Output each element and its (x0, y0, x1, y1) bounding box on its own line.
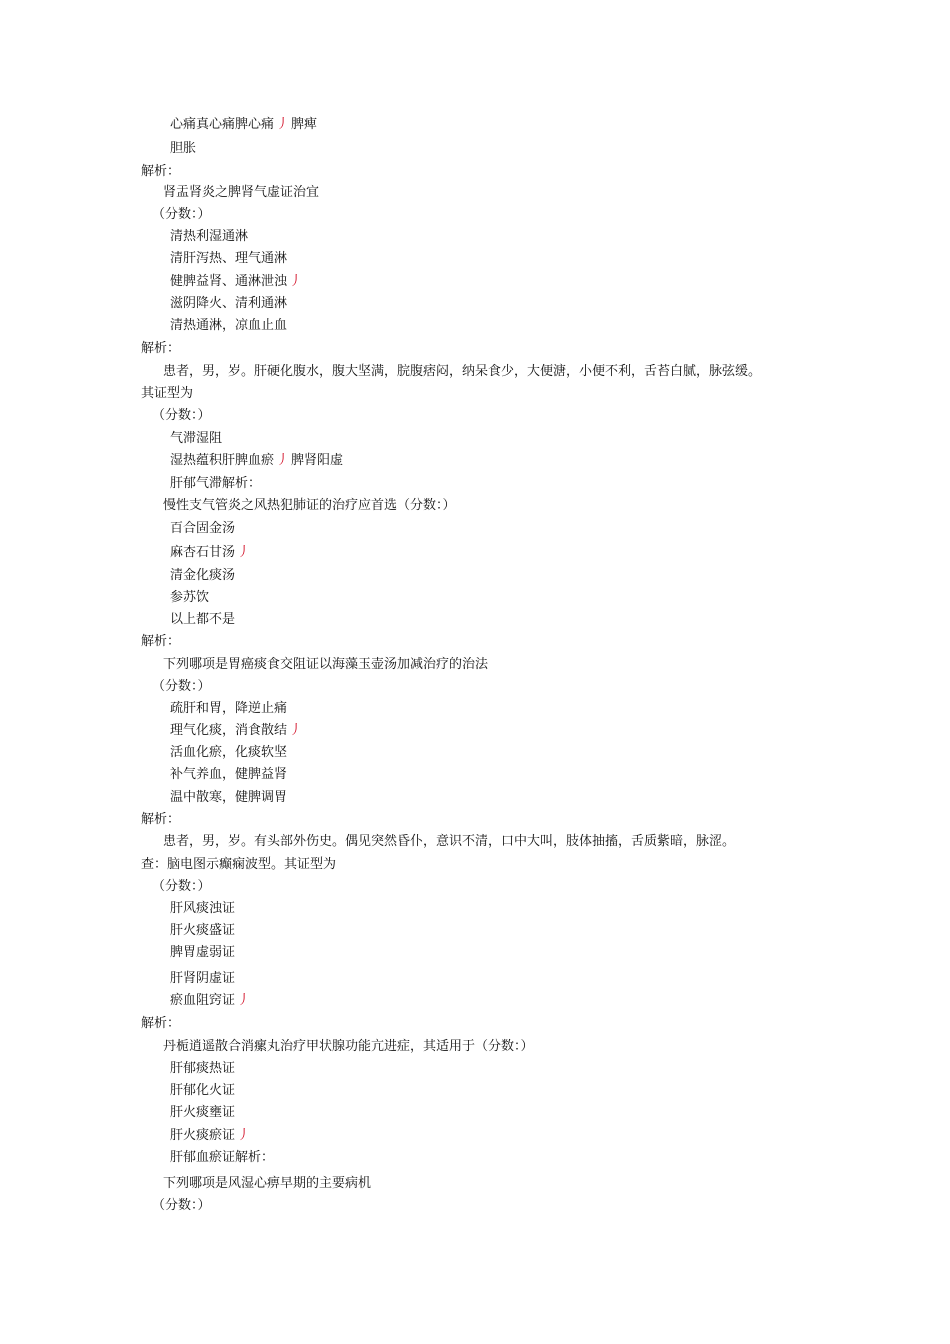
score-label: （分数：） (152, 408, 211, 423)
option-text: 心痛真心痛脾心痛 (170, 117, 275, 132)
option-line: 参苏饮 (170, 590, 210, 605)
option-line: 肝郁血瘀证解析： (170, 1150, 275, 1165)
option-line: 补气养血，健脾益肾 (170, 767, 288, 782)
option-line: 脾胃虚弱证 (170, 945, 236, 960)
analysis-label: 解析： (141, 341, 181, 356)
option-line: 疏肝和胃，降逆止痛 (170, 701, 288, 716)
option-line (170, 545, 252, 561)
score-label: （分数：） (152, 1198, 211, 1213)
option-line: 清热利湿通淋 (170, 229, 249, 244)
option-line (170, 723, 304, 739)
question-text: 丹栀逍遥散合消瘰丸治疗甲状腺功能亢进症，其适用于（分数：） (163, 1039, 534, 1054)
question-text: 慢性支气管炎之风热犯肺证的治疗应首选（分数：） (163, 498, 456, 513)
answer-mark-icon: 丿 (237, 545, 251, 560)
question-text-continued: 其证型为 (141, 386, 194, 401)
answer-mark-icon: 丿 (237, 1128, 251, 1143)
option-text: 麻杏石甘汤 (170, 545, 236, 560)
question-text-continued: 查：脑电图示癫痫波型。其证型为 (141, 857, 337, 872)
option-line: 肝火痰盛证 (170, 923, 236, 938)
option-text: 脾肾阳虚 (291, 453, 344, 468)
answer-mark-icon: 丿 (237, 993, 251, 1008)
option-line: 肝郁气滞解析： (170, 476, 262, 491)
option-line: 胆胀 (170, 141, 197, 156)
option-line: 肝肾阴虚证 (170, 971, 236, 986)
option-text: 瘀血阻窍证 (170, 993, 236, 1008)
question-text: 患者，男，岁。有头部外伤史。偶见突然昏仆，意识不清，口中大叫，肢体抽搐，舌质紫暗，脉涩。 (163, 834, 736, 849)
analysis-label: 解析： (141, 164, 181, 179)
option-line: 百合固金汤 (170, 521, 236, 536)
score-label: （分数：） (152, 679, 211, 694)
analysis-label: 解析： (141, 1016, 181, 1031)
option-text: 理气化痰，消食散结 (170, 723, 288, 738)
score-label: （分数：） (152, 207, 211, 222)
option-line (170, 1128, 252, 1144)
question-text: 下列哪项是风湿心痹早期的主要病机 (163, 1176, 372, 1191)
option-line: 滋阴降火、清利通淋 (170, 296, 288, 311)
option-text: 健脾益肾、通淋泄浊 (170, 274, 288, 289)
option-line: 肝郁痰热证 (170, 1061, 236, 1076)
question-text: 患者，男，岁。肝硬化腹水，腹大坚满，脘腹痞闷，纳呆食少，大便溏，小便不利，舌苔白腻，脉弦缓。 (163, 364, 762, 379)
option-line: 清金化痰汤 (170, 568, 236, 583)
option-line: 清热通淋，凉血止血 (170, 318, 288, 333)
option-line: 清肝泻热、理气通淋 (170, 251, 288, 266)
option-line: 肝火痰壅证 (170, 1105, 236, 1120)
answer-mark-icon: 丿 (276, 453, 290, 468)
option-line (170, 993, 252, 1009)
score-label: （分数：） (152, 879, 211, 894)
option-line: 活血化瘀，化痰软坚 (170, 745, 288, 760)
analysis-label: 解析： (141, 634, 181, 649)
answer-mark-icon: 丿 (289, 723, 303, 738)
answer-mark-icon: 丿 (276, 117, 290, 132)
question-text: 肾盂肾炎之脾肾气虚证治宜 (163, 185, 320, 200)
option-line (170, 117, 317, 133)
question-text: 下列哪项是胃癌痰食交阻证以海藻玉壶汤加减治疗的治法 (163, 657, 489, 672)
option-line (170, 274, 304, 290)
option-line: 以上都不是 (170, 612, 236, 627)
option-text: 脾痺 (291, 117, 318, 132)
option-line: 肝郁化火证 (170, 1083, 236, 1098)
option-line (170, 453, 343, 469)
option-line: 气滞湿阻 (170, 431, 223, 446)
option-line: 肝风痰浊证 (170, 901, 236, 916)
option-text: 肝火痰瘀证 (170, 1128, 236, 1143)
analysis-label: 解析： (141, 812, 181, 827)
answer-mark-icon: 丿 (289, 274, 303, 289)
option-line: 温中散寒，健脾调胃 (170, 790, 288, 805)
option-text: 湿热蕴积肝脾血瘀 (170, 453, 275, 468)
